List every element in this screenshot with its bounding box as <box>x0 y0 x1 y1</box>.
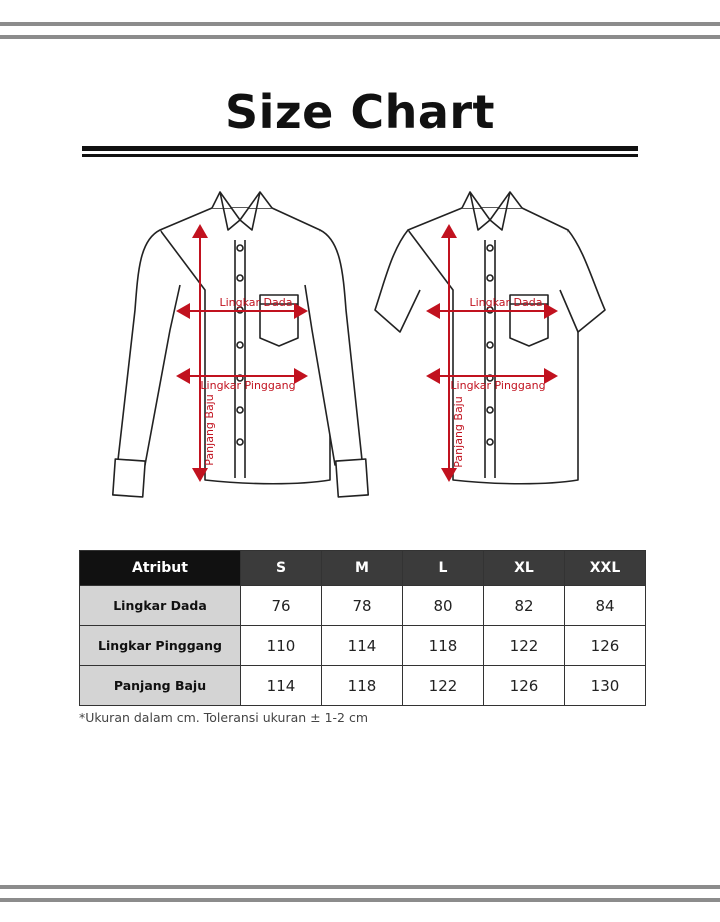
row-label: Lingkar Dada <box>80 586 241 626</box>
table-cell: 126 <box>565 626 646 666</box>
frame-top-line <box>0 35 720 39</box>
table-cell: 114 <box>241 666 322 706</box>
length-label-long: Panjang Baju <box>203 394 216 466</box>
size-table <box>79 550 646 706</box>
size-note: *Ukuran dalam cm. Toleransi ukuran ± 1-2 cm <box>79 710 369 725</box>
header-size-m: M <box>322 551 403 586</box>
table-cell: 122 <box>484 626 565 666</box>
table-cell: 84 <box>565 586 646 626</box>
chest-label-long: Lingkar Dada <box>219 296 293 309</box>
table-cell: 114 <box>322 626 403 666</box>
table-row <box>80 626 646 666</box>
table-cell: 76 <box>241 586 322 626</box>
header-size-l: L <box>403 551 484 586</box>
table-row <box>80 666 646 706</box>
title-underline <box>82 146 638 151</box>
short-sleeve-shirt <box>375 192 605 484</box>
table-cell: 130 <box>565 666 646 706</box>
shirt-diagram <box>100 180 620 510</box>
table-row <box>80 586 646 626</box>
row-label: Panjang Baju <box>80 666 241 706</box>
page-title: Size Chart <box>224 85 496 139</box>
frame-top-line <box>0 22 720 26</box>
frame-bottom-line <box>0 885 720 889</box>
title-underline <box>82 154 638 157</box>
length-label-short: Panjang Baju <box>452 396 465 468</box>
chest-label-short: Lingkar Dada <box>469 296 543 309</box>
table-cell: 78 <box>322 586 403 626</box>
table-cell: 82 <box>484 586 565 626</box>
table-cell: 80 <box>403 586 484 626</box>
long-sleeve-shirt <box>113 192 368 497</box>
header-size-s: S <box>241 551 322 586</box>
table-cell: 122 <box>403 666 484 706</box>
table-cell: 118 <box>403 626 484 666</box>
waist-label-short: Lingkar Pinggang <box>450 379 546 392</box>
waist-label-long: Lingkar Pinggang <box>200 379 296 392</box>
header-size-xxl: XXL <box>565 551 646 586</box>
table-cell: 126 <box>484 666 565 706</box>
frame-bottom-line <box>0 898 720 902</box>
row-label: Lingkar Pinggang <box>80 626 241 666</box>
table-header-row <box>80 551 646 586</box>
header-atribut: Atribut <box>80 551 241 586</box>
header-size-xl: XL <box>484 551 565 586</box>
table-cell: 118 <box>322 666 403 706</box>
table-cell: 110 <box>241 626 322 666</box>
